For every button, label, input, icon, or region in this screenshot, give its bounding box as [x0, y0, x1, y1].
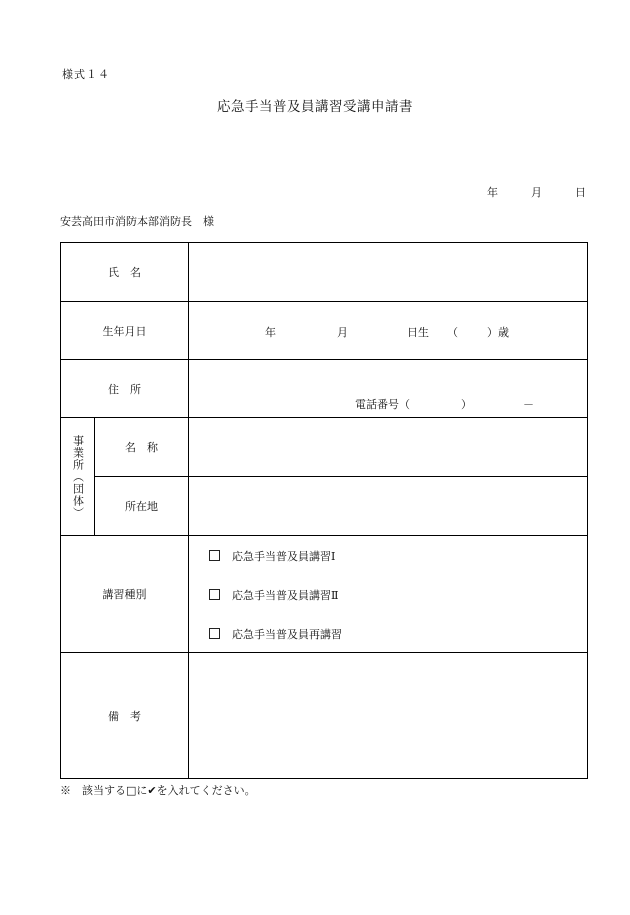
name-row [61, 243, 587, 301]
office-location-field[interactable] [189, 477, 587, 535]
age-close-paren: ）歳 [487, 326, 509, 339]
footer-note: ※ 該当する□に✔を入れてください。 [60, 784, 256, 797]
course-type-label: 講習種別 [61, 536, 189, 652]
office-name-row [95, 418, 587, 476]
birth-month-unit: 月 [337, 326, 348, 339]
office-label: 事業所（団体） [71, 434, 85, 519]
birthdate-row [61, 301, 587, 359]
course-option-3[interactable] [209, 626, 342, 642]
phone-close-paren: ） [461, 398, 472, 411]
addressee: 安芸高田市消防本部消防長 様 [60, 215, 214, 228]
remarks-row [61, 652, 587, 778]
address-row [61, 359, 587, 417]
birthdate-label: 生年月日 [61, 302, 189, 359]
phone-label: 電話番号（ [355, 398, 410, 411]
office-location-row [95, 476, 587, 535]
birthdate-field[interactable] [189, 302, 587, 359]
office-label-cell [61, 418, 95, 535]
checkbox-icon[interactable] [209, 589, 220, 600]
office-location-label: 所在地 [95, 477, 189, 535]
date-year: 年 [487, 186, 498, 199]
date-day: 日 [575, 186, 586, 199]
course-option-label: 応急手当普及員講習Ⅰ [232, 550, 336, 563]
form-number: 様式１４ [62, 68, 110, 81]
remarks-label: 備 考 [61, 653, 189, 778]
checkbox-icon[interactable] [209, 628, 220, 639]
office-section [61, 417, 587, 535]
birth-day-unit: 日生 [407, 326, 429, 339]
course-type-options [189, 536, 587, 652]
office-name-field[interactable] [189, 418, 587, 476]
address-label: 住 所 [61, 360, 189, 417]
phone-dash: － [523, 398, 534, 411]
date-line [487, 184, 586, 200]
address-field[interactable] [189, 360, 587, 417]
course-option-2[interactable] [209, 587, 338, 603]
remarks-field[interactable] [189, 653, 587, 778]
course-option-label: 応急手当普及員講習Ⅱ [232, 589, 339, 602]
course-type-row [61, 535, 587, 652]
birth-year-unit: 年 [265, 326, 276, 339]
name-label: 氏 名 [61, 243, 189, 301]
checkbox-icon[interactable] [209, 550, 220, 561]
age-open-paren: （ [447, 326, 458, 339]
application-form-table [60, 242, 588, 779]
course-option-label: 応急手当普及員再講習 [232, 628, 342, 641]
name-field[interactable] [189, 243, 587, 301]
page-title: 応急手当普及員講習受講申請書 [217, 99, 413, 115]
date-month: 月 [531, 186, 542, 199]
course-option-1[interactable] [209, 548, 335, 564]
office-name-label: 名 称 [95, 418, 189, 476]
